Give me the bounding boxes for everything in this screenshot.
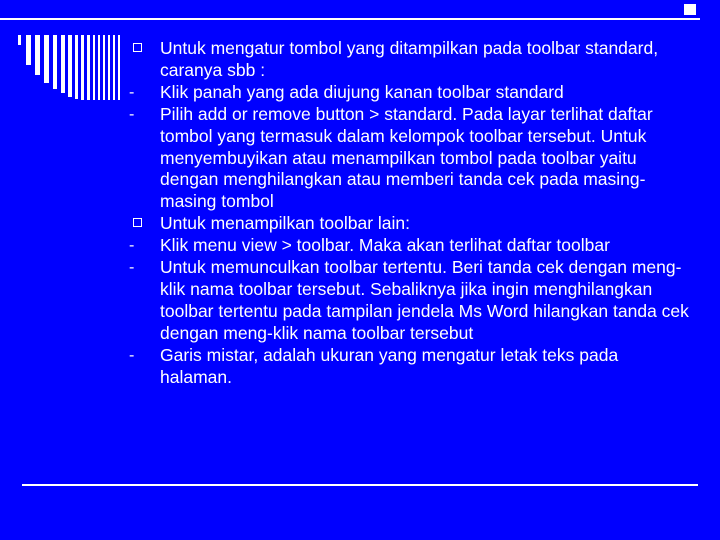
top-decorative-rule <box>0 18 700 20</box>
square-bullet-icon <box>133 218 142 227</box>
bullet-item-sub <box>129 103 692 214</box>
bullet-text: Untuk mengatur tombol yang ditampilkan pada toolbar standard, caranya sbb : <box>160 38 659 80</box>
bottom-decorative-rule <box>22 484 698 486</box>
dash-bullet-icon: - <box>129 237 135 255</box>
bullet-text: Klik panah yang ada diujung kanan toolbar standard <box>160 81 564 102</box>
dash-bullet-icon: - <box>129 259 135 277</box>
bullet-item-main <box>132 38 692 82</box>
corner-decorative-square <box>684 4 696 15</box>
dash-bullet-icon: - <box>129 105 135 123</box>
dash-bullet-icon: - <box>129 346 135 364</box>
bullet-text: Klik menu view > toolbar. Maka akan terlihat daftar toolbar <box>160 235 610 256</box>
slide-body <box>129 38 692 389</box>
bullet-item-sub <box>129 257 692 345</box>
dash-bullet-icon: - <box>129 83 135 101</box>
square-bullet-icon <box>133 43 142 52</box>
bullet-item-sub <box>129 344 692 389</box>
bullet-item-sub <box>129 235 692 257</box>
bullet-text: Garis mistar, adalah ukuran yang mengatur letak teks pada halaman. <box>160 344 619 387</box>
bullet-item-sub <box>129 81 692 104</box>
bullet-text: Pilih add or remove button > standard. Pada layar terlihat daftar tombol yang termasuk dalam kelompok toolbar tersebut. Untuk menyembuyikan atau menampilkan tombol pada toolbar yaitu dengan menghilangkan atau memberi tanda cek pada masing-masing tombol <box>160 103 653 212</box>
bullet-item-main <box>132 213 692 235</box>
bullet-text: Untuk menampilkan toolbar lain: <box>160 213 410 234</box>
bullet-text: Untuk memunculkan toolbar tertentu. Beri tanda cek dengan meng-klik nama toolbar tersebut. Sebaliknya jika ingin menghilangkan toolbar tertentu pada tampilan jendela Ms Word hilangkan tanda cek dengan meng-klik nama toolbar tersebut <box>160 257 689 343</box>
